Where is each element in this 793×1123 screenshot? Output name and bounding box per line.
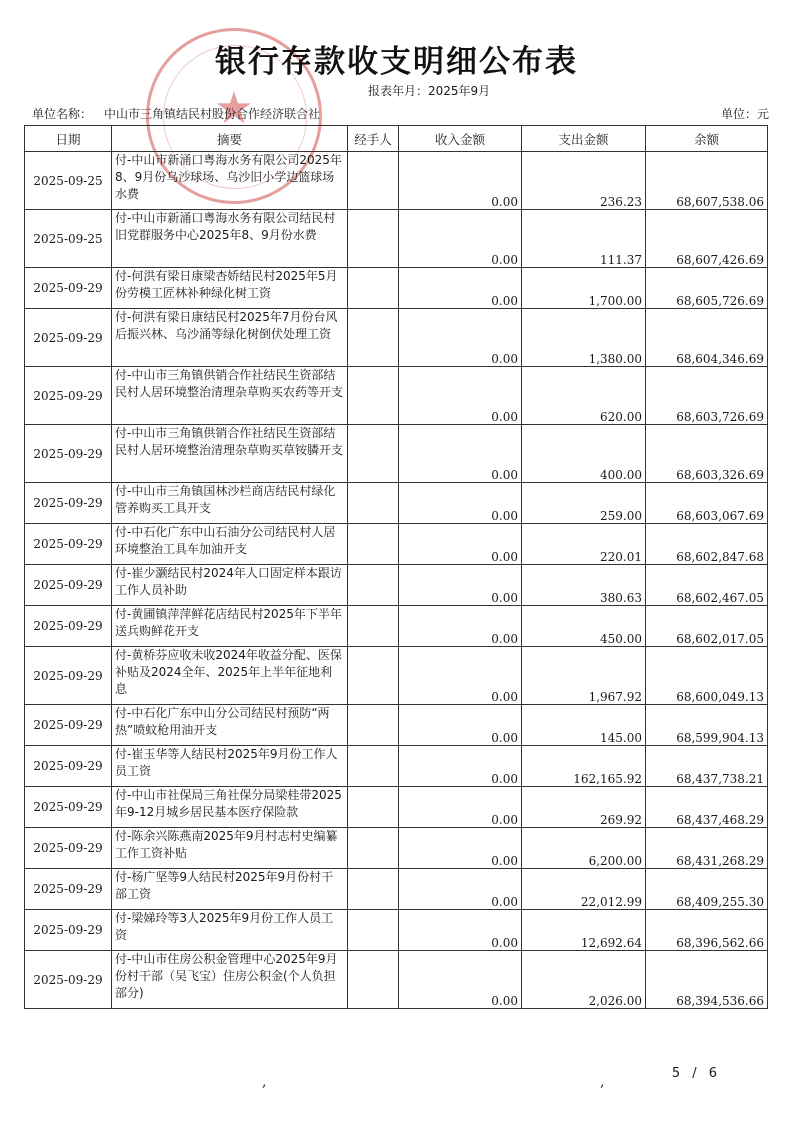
table-row (25, 425, 768, 483)
cell-summary: 付-黄桥芬应收未收2024年收益分配、医保补贴及2024全年、2025年上半年征地利息 (112, 647, 348, 705)
cell-expense: 269.92 (522, 787, 646, 828)
cell-income: 0.00 (399, 367, 522, 425)
cell-summary: 付-中山市社保局三角社保分局梁桂带2025年9-12月城乡居民基本医疗保险款 (112, 787, 348, 828)
cell-expense: 380.63 (522, 565, 646, 606)
column-header-date: 日期 (25, 126, 112, 152)
cell-date: 2025-09-29 (25, 483, 112, 524)
column-header-handler: 经手人 (348, 126, 399, 152)
cell-summary: 付-中山市住房公积金管理中心2025年9月份村干部（吴飞宝）住房公积金(个人负担部分) (112, 951, 348, 1009)
report-period: 报表年月：2025年9月 (368, 84, 491, 98)
cell-handler (348, 210, 399, 268)
cell-summary: 付-陈余兴陈燕南2025年9月村志村史编纂工作工资补贴 (112, 828, 348, 869)
cell-date: 2025-09-29 (25, 951, 112, 1009)
cell-income: 0.00 (399, 910, 522, 951)
cell-income: 0.00 (399, 210, 522, 268)
cell-balance: 68,602,847.68 (646, 524, 768, 565)
organization-name: 中山市三角镇结民村股份合作经济联合社 (104, 107, 321, 121)
cell-income: 0.00 (399, 746, 522, 787)
seal-star-icon: ★ (214, 83, 254, 134)
cell-summary: 付-中石化广东中山分公司结民村预防“两热”喷蚊枪用油开支 (112, 705, 348, 746)
cell-balance: 68,603,726.69 (646, 367, 768, 425)
cell-handler (348, 787, 399, 828)
cell-date: 2025-09-29 (25, 367, 112, 425)
table-row (25, 828, 768, 869)
cell-handler (348, 828, 399, 869)
table-row (25, 705, 768, 746)
table-row (25, 483, 768, 524)
cell-expense: 620.00 (522, 367, 646, 425)
table-row (25, 524, 768, 565)
cell-balance: 68,605,726.69 (646, 268, 768, 309)
table-row (25, 268, 768, 309)
cell-income: 0.00 (399, 787, 522, 828)
cell-income: 0.00 (399, 869, 522, 910)
column-header-expense: 支出金额 (522, 126, 646, 152)
cell-income: 0.00 (399, 152, 522, 210)
scan-mark: , (600, 1074, 605, 1090)
cell-expense: 1,967.92 (522, 647, 646, 705)
cell-date: 2025-09-29 (25, 565, 112, 606)
cell-balance: 68,394,536.66 (646, 951, 768, 1009)
table-row (25, 367, 768, 425)
cell-income: 0.00 (399, 524, 522, 565)
cell-summary: 付-中石化广东中山石油分公司结民村人居环境整治工具车加油开支 (112, 524, 348, 565)
scan-mark: , (262, 1074, 267, 1090)
cell-income: 0.00 (399, 606, 522, 647)
cell-expense: 2,026.00 (522, 951, 646, 1009)
cell-summary: 付-梁娣玲等3人2025年9月份工作人员工资 (112, 910, 348, 951)
unit-name-label: 单位名称： (32, 107, 93, 121)
cell-income: 0.00 (399, 647, 522, 705)
page-indicator: 5 / 6 (671, 1066, 721, 1081)
cell-expense: 236.23 (522, 152, 646, 210)
cell-handler (348, 483, 399, 524)
cell-balance: 68,607,426.69 (646, 210, 768, 268)
cell-handler (348, 951, 399, 1009)
cell-summary: 付-何洪有梁日康结民村2025年7月份台风后振兴林、乌沙涌等绿化树倒伏处理工资 (112, 309, 348, 367)
cell-balance: 68,437,738.21 (646, 746, 768, 787)
cell-income: 0.00 (399, 565, 522, 606)
cell-date: 2025-09-29 (25, 425, 112, 483)
cell-balance: 68,437,468.29 (646, 787, 768, 828)
cell-balance: 68,600,049.13 (646, 647, 768, 705)
cell-expense: 1,700.00 (522, 268, 646, 309)
cell-summary: 付-中山市三角镇供销合作社结民生资部结民村人居环境整治清理杂草购买草铵膦开支 (112, 425, 348, 483)
cell-handler (348, 152, 399, 210)
cell-date: 2025-09-29 (25, 910, 112, 951)
cell-summary: 付-中山市新涌口粤海水务有限公司2025年8、9月份乌沙球场、乌沙旧小学边篮球场水费 (112, 152, 348, 210)
cell-expense: 22,012.99 (522, 869, 646, 910)
cell-expense: 220.01 (522, 524, 646, 565)
cell-date: 2025-09-29 (25, 787, 112, 828)
cell-handler (348, 268, 399, 309)
cell-income: 0.00 (399, 828, 522, 869)
cell-date: 2025-09-29 (25, 705, 112, 746)
cell-handler (348, 647, 399, 705)
cell-handler (348, 869, 399, 910)
cell-balance: 68,602,017.05 (646, 606, 768, 647)
cell-summary: 付-杨广坚等9人结民村2025年9月份村干部工资 (112, 869, 348, 910)
cell-handler (348, 309, 399, 367)
cell-date: 2025-09-25 (25, 152, 112, 210)
cell-date: 2025-09-29 (25, 524, 112, 565)
cell-handler (348, 705, 399, 746)
column-header-summary: 摘要 (112, 126, 348, 152)
cell-expense: 1,380.00 (522, 309, 646, 367)
cell-income: 0.00 (399, 268, 522, 309)
page-title: 银行存款收支明细公布表 (215, 44, 578, 80)
cell-income: 0.00 (399, 309, 522, 367)
column-header-income: 收入金额 (399, 126, 522, 152)
cell-date: 2025-09-29 (25, 828, 112, 869)
cell-expense: 259.00 (522, 483, 646, 524)
cell-income: 0.00 (399, 951, 522, 1009)
cell-summary: 付-中山市新涌口粤海水务有限公司结民村旧党群服务中心2025年8、9月份水费 (112, 210, 348, 268)
currency-unit: 单位：元 (720, 107, 769, 121)
cell-handler (348, 910, 399, 951)
unit-line (24, 105, 769, 123)
cell-handler (348, 746, 399, 787)
cell-date: 2025-09-29 (25, 746, 112, 787)
cell-handler (348, 565, 399, 606)
cell-summary: 付-崔玉华等人结民村2025年9月份工作人员工资 (112, 746, 348, 787)
table-row (25, 606, 768, 647)
table-row (25, 647, 768, 705)
cell-date: 2025-09-29 (25, 647, 112, 705)
ledger-table (24, 125, 768, 1009)
cell-balance: 68,603,326.69 (646, 425, 768, 483)
cell-expense: 145.00 (522, 705, 646, 746)
cell-summary: 付-中山市三角镇国林沙栏商店结民村绿化管养购买工具开支 (112, 483, 348, 524)
cell-summary: 付-中山市三角镇供销合作社结民生资部结民村人居环境整治清理杂草购买农药等开支 (112, 367, 348, 425)
cell-balance: 68,431,268.29 (646, 828, 768, 869)
table-row (25, 309, 768, 367)
table-row (25, 787, 768, 828)
table-row (25, 910, 768, 951)
table-row (25, 869, 768, 910)
cell-balance: 68,602,467.05 (646, 565, 768, 606)
cell-expense: 400.00 (522, 425, 646, 483)
cell-date: 2025-09-29 (25, 606, 112, 647)
cell-summary: 付-黄圃镇萍萍鲜花店结民村2025年下半年送兵购鲜花开支 (112, 606, 348, 647)
cell-handler (348, 425, 399, 483)
table-header-row (25, 126, 768, 152)
cell-date: 2025-09-25 (25, 210, 112, 268)
cell-handler (348, 524, 399, 565)
table-row (25, 152, 768, 210)
cell-income: 0.00 (399, 425, 522, 483)
cell-income: 0.00 (399, 705, 522, 746)
cell-expense: 450.00 (522, 606, 646, 647)
cell-date: 2025-09-29 (25, 268, 112, 309)
table-row (25, 951, 768, 1009)
cell-summary: 付-何洪有梁日康梁杏娇结民村2025年5月份劳模工匠林补种绿化树工资 (112, 268, 348, 309)
table-row (25, 565, 768, 606)
cell-expense: 162,165.92 (522, 746, 646, 787)
cell-balance: 68,607,538.06 (646, 152, 768, 210)
column-header-balance: 余额 (646, 126, 768, 152)
cell-handler (348, 606, 399, 647)
cell-balance: 68,603,067.69 (646, 483, 768, 524)
cell-expense: 111.37 (522, 210, 646, 268)
cell-balance: 68,599,904.13 (646, 705, 768, 746)
cell-balance: 68,409,255.30 (646, 869, 768, 910)
cell-date: 2025-09-29 (25, 869, 112, 910)
cell-summary: 付-崔少灏结民村2024年人口固定样本跟访工作人员补助 (112, 565, 348, 606)
cell-income: 0.00 (399, 483, 522, 524)
table-row (25, 746, 768, 787)
cell-date: 2025-09-29 (25, 309, 112, 367)
cell-balance: 68,396,562.66 (646, 910, 768, 951)
cell-balance: 68,604,346.69 (646, 309, 768, 367)
cell-expense: 12,692.64 (522, 910, 646, 951)
cell-expense: 6,200.00 (522, 828, 646, 869)
ledger-body (25, 152, 768, 1009)
cell-handler (348, 367, 399, 425)
table-row (25, 210, 768, 268)
